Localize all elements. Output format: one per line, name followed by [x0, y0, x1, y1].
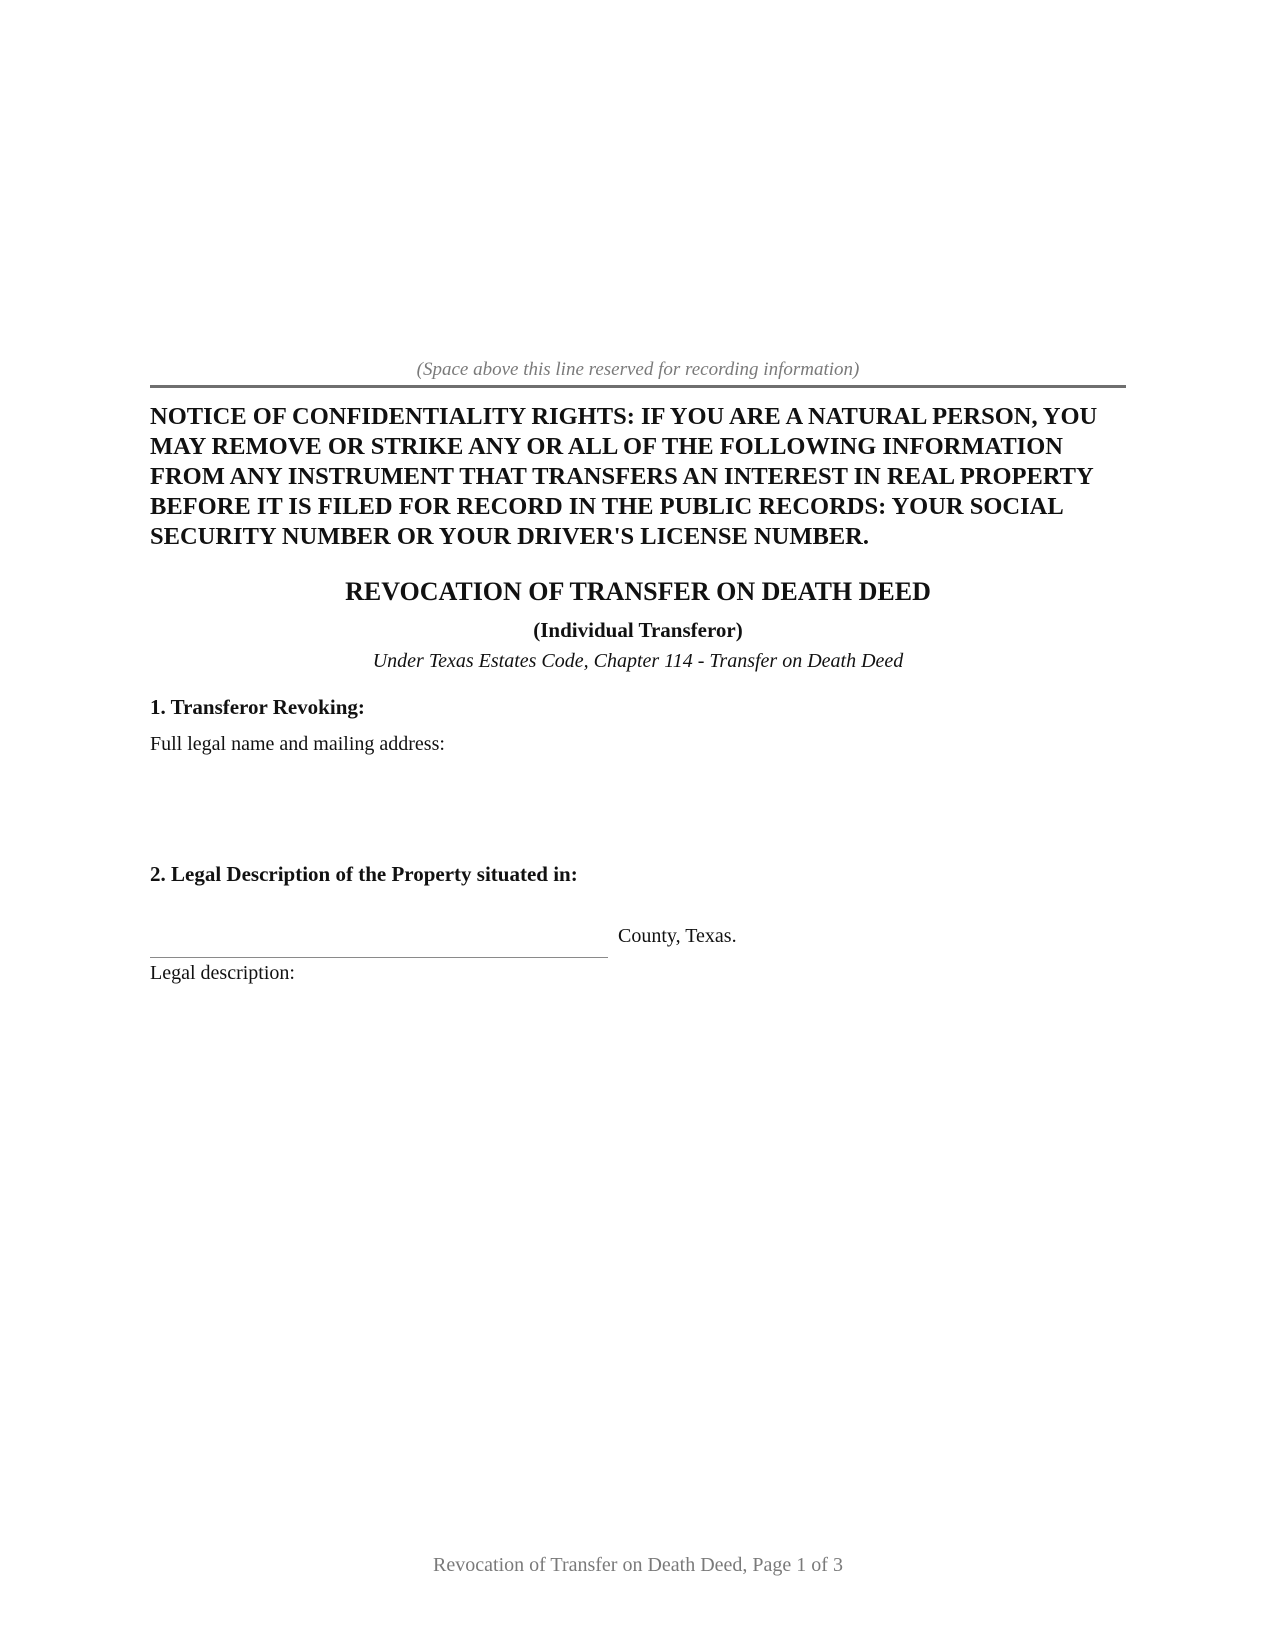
recording-divider-line [150, 385, 1126, 388]
statutory-authority: Under Texas Estates Code, Chapter 114 - Transfer on Death Deed [372, 650, 904, 672]
section-2-heading: 2. Legal Description of the Property situated in: [150, 862, 578, 886]
section-1-heading: 1. Transferor Revoking: [150, 695, 365, 719]
confidentiality-notice: NOTICE OF CONFIDENTIALITY RIGHTS: IF YOU ARE A NATURAL PERSON, YOU MAY REMOVE OR STRIKE ANY OR ALL OF THE FOLLOWING INFORMATION FROM ANY INSTRUMENT THAT TRANSFERS AN INTEREST IN REAL PROPERTY BEFORE IT IS FILED FOR RECORD IN THE PUBLIC RECORDS: YOUR SOCIAL SECURITY NUMBER OR YOUR DRIVER'S LICENSE NUMBER. [150, 403, 1098, 550]
transferor-name-address-label: Full legal name and mailing address: [150, 733, 445, 755]
county-blank-line[interactable] [150, 957, 608, 958]
legal-description-label: Legal description: [150, 962, 295, 984]
county-suffix-text: County, Texas. [618, 925, 737, 947]
document-title: REVOCATION OF TRANSFER ON DEATH DEED [345, 577, 931, 606]
page-footer: Revocation of Transfer on Death Deed, Page 1 of 3 [433, 1554, 843, 1576]
recording-space-note: (Space above this line reserved for recording information) [416, 359, 860, 380]
document-subtitle: (Individual Transferor) [533, 618, 743, 642]
